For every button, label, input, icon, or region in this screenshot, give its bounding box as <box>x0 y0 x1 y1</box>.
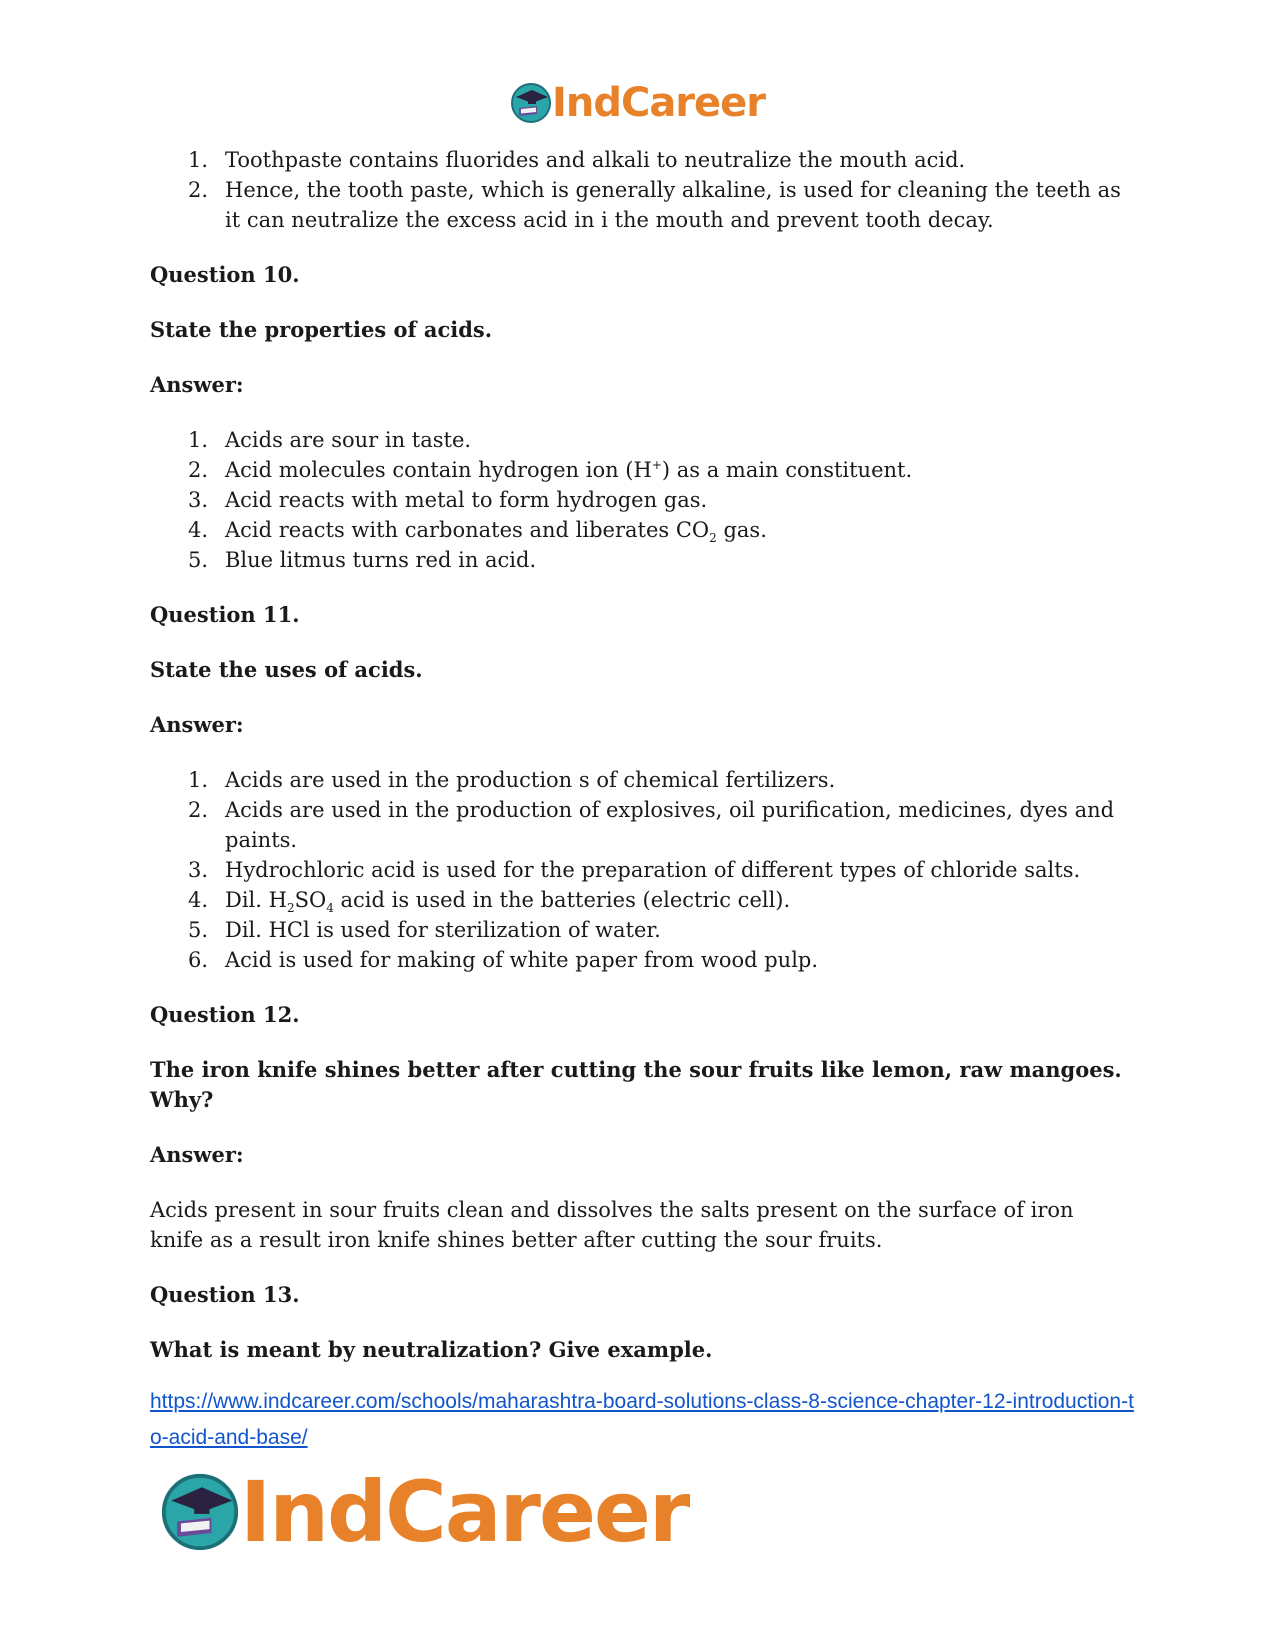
answer-11-label: Answer: <box>150 712 244 737</box>
answer-12-text: Acids present in sour fruits clean and dissolves the salts present on the surface of iron knife as a result iron knife shines better after cutting the sour fruits. <box>150 1198 1074 1252</box>
document-body <box>150 145 1130 1365</box>
list-item: 1. Acids are sour in taste. <box>188 428 472 452</box>
list-item: 6. Acid is used for making of white paper from wood pulp. <box>188 948 819 972</box>
intro-list <box>150 145 1130 235</box>
question-10-text: State the properties of acids. <box>150 317 493 342</box>
acid-uses-list <box>150 765 1130 975</box>
list-item: 4. Acid reacts with carbonates and liberates $CO_2$ gas. <box>188 518 767 546</box>
list-item: 1. Acids are used in the production s of chemical fertilizers. <box>188 768 836 792</box>
list-item: 5. Blue litmus turns red in acid. <box>188 548 537 572</box>
footer-logo <box>160 1462 688 1562</box>
question-10-label: Question 10. <box>150 262 300 287</box>
list-item: 2. Hence, the tooth paste, which is generally alkaline, is used for cleaning the teeth as it can neutralize the excess acid in i the mouth and prevent tooth decay. <box>188 178 1121 232</box>
question-12-text: The iron knife shines better after cutting the sour fruits like lemon, raw mangoes. Why? <box>150 1057 1122 1112</box>
answer-12-label: Answer: <box>150 1142 244 1167</box>
source-url-link[interactable]: https://www.indcareer.com/schools/maharashtra-board-solutions-class-8-science-chapter-12-introduction-to-acid-and-base/ <box>150 1390 1134 1449</box>
graduation-cap-book-icon <box>160 1472 240 1552</box>
question-13-label: Question 13. <box>150 1282 300 1307</box>
graduation-cap-book-icon <box>510 82 552 124</box>
question-13-text: What is meant by neutralization? Give example. <box>150 1337 713 1362</box>
footer-logo-text: IndCareer <box>240 1463 689 1561</box>
question-11-label: Question 11. <box>150 602 300 627</box>
list-item: 2. Acids are used in the production of explosives, oil purification, medicines, dyes and paints. <box>188 798 1115 852</box>
header-logo <box>0 78 1275 128</box>
question-11-text: State the uses of acids. <box>150 657 423 682</box>
list-item: 3. Acid reacts with metal to form hydrogen gas. <box>188 488 708 512</box>
list-item: 4. Dil. $H_2SO_4$ acid is used in the batteries (electric cell). <box>188 888 791 916</box>
answer-10-label: Answer: <box>150 372 244 397</box>
list-item: 1. Toothpaste contains fluorides and alkali to neutralize the mouth acid. <box>188 148 966 172</box>
list-item: 3. Hydrochloric acid is used for the preparation of different types of chloride salts. <box>188 858 1081 882</box>
list-item: 5. Dil. HCl is used for sterilization of water. <box>188 918 661 942</box>
header-logo-text: IndCareer <box>551 80 766 126</box>
acid-properties-list <box>150 425 1130 575</box>
question-12-label: Question 12. <box>150 1002 300 1027</box>
list-item: 2. Acid molecules contain hydrogen ion (H+) as a main constituent. <box>188 458 913 482</box>
